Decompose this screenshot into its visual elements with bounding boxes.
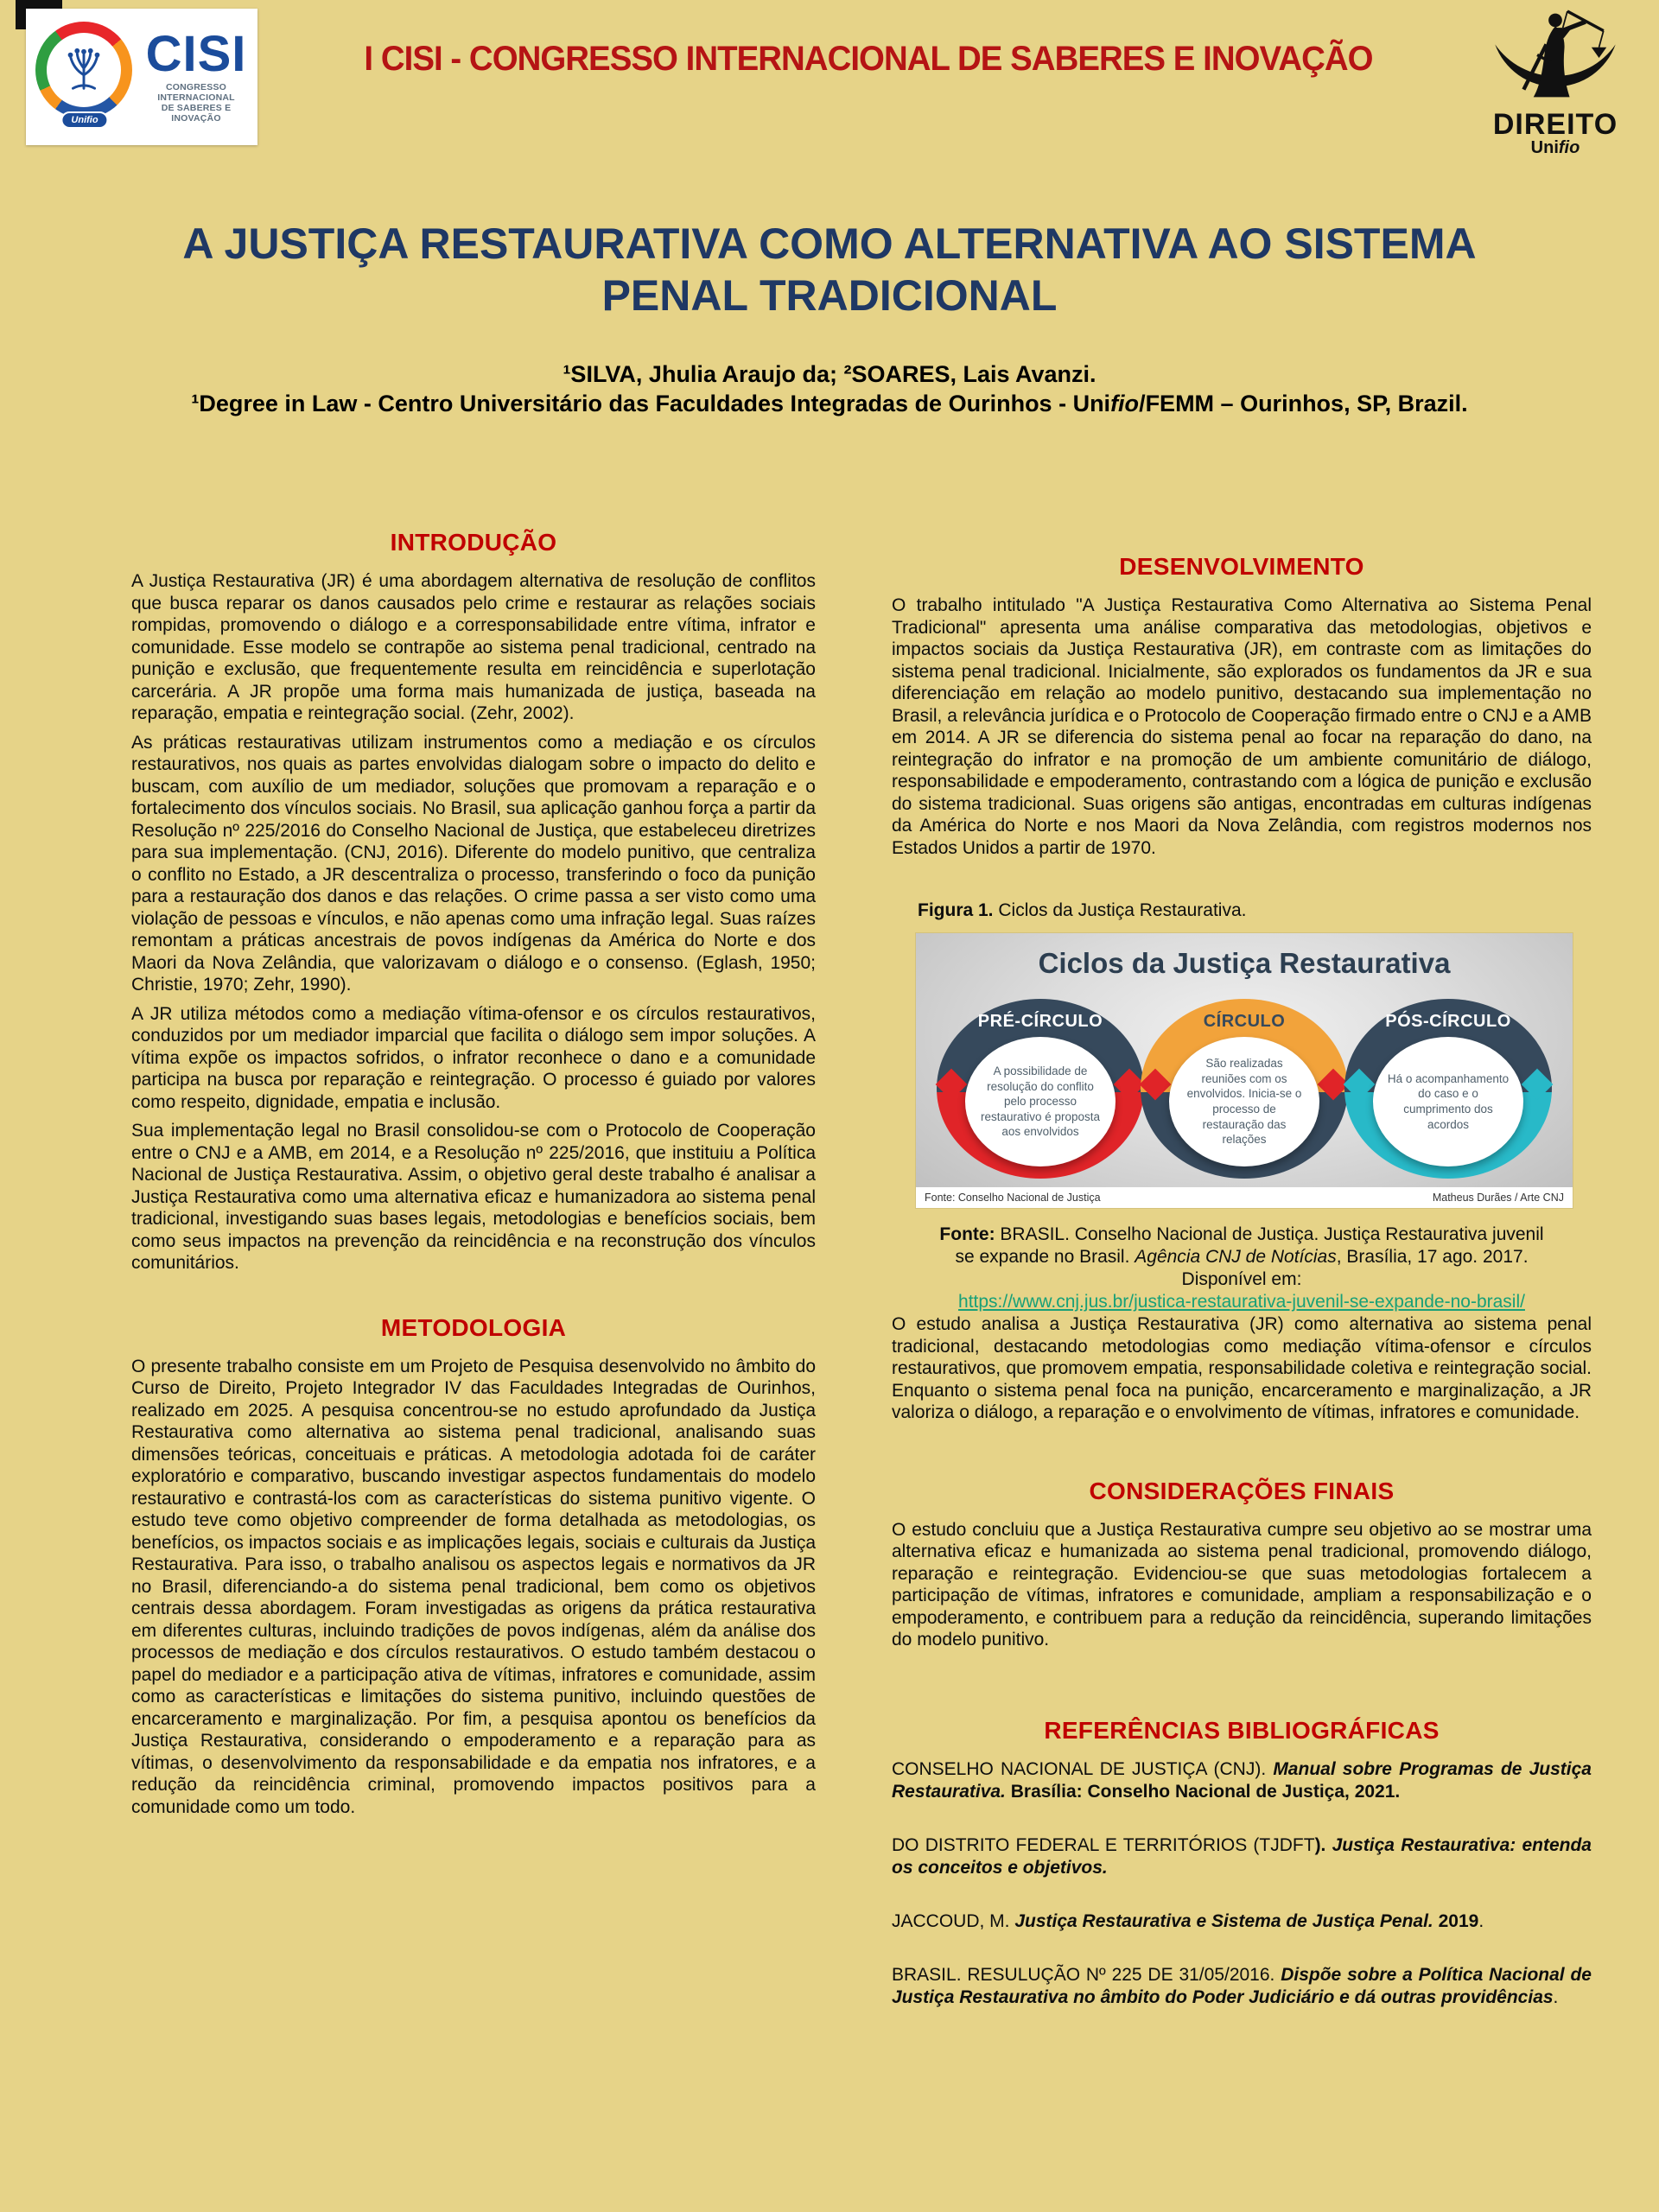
circulo-label: CÍRCULO (1203, 1012, 1286, 1031)
figure-caption: Figura 1. Ciclos da Justiça Restaurativa. (918, 900, 1247, 920)
introducao-paragraph-2: As práticas restaurativas utilizam instrumentos como a mediação e os círculos restaurativos, nos quais as partes envolvidas dialogam sobre o impacto do delito e buscam, com auxílio de um mediador, soluções que promovam a reparação e o fortalecimento dos vínculos sociais. No Brasil, sua aplicação ganhou força a partir da Resolução nº 225/2016 do Conselho Nacional de Justiça, que estabeleceu diretrizes para sua implementação. (CNJ, 2016). Diferente do modelo punitivo, que centraliza o conflito no Estado, a JR descentraliza o processo, transferindo o foco da punição para a restauração dos danos e das relações. O crime passa a ser visto como uma violação de pessoas e vínculos, e não apenas como uma infração legal. Suas raízes remontam a práticas ancestrais de povos indígenas da América do Norte e dos Maori da Nova Zelândia, que valorizavam o diálogo e o consenso. (Eglash, 1950; Christie, 1970; Zehr, 1990). (131, 732, 816, 995)
reference-item-4: BRASIL. RESULUÇÃO Nº 225 DE 31/05/2016. Dispõe sobre a Política Nacional de Justiça Restaurativa no âmbito do Poder Judiciário e dá outras providências. (892, 1964, 1592, 2007)
cisi-emblem-icon (33, 18, 137, 136)
introducao-paragraph-1: A Justiça Restaurativa (JR) é uma abordagem alternativa de resolução de conflitos que busca reparar os danos causados pelo crime e restaurar as relações sociais rompidas, promovendo o diálogo e a corresponsabilidade entre vítima, infrator e comunidade. Esse modelo se contrapõe ao sistema penal tradicional, centrado na punição e exclusão, que frequentemente resulta em reincidência e superlotação carcerária. A JR propõe uma forma mais humanizada de justiça, baseada na reparação, empatia e reintegração social. (Zehr, 2002). (131, 571, 816, 723)
reference-item-3: JACCOUD, M. Justiça Restaurativa e Sistema de Justiça Penal. 2019. (892, 1910, 1484, 1931)
authors-line: ¹SILVA, Jhulia Araujo da; ²SOARES, Lais Avanzi. (563, 361, 1096, 387)
introducao-paragraph-4: Sua implementação legal no Brasil consolidou-se com o Protocolo de Cooperação entre o CNJ e a AMB, em 2014, e a Resolução nº 225/2016, que instituiu a Política Nacional de Justiça Restaurativa. Assim, o objetivo geral deste trabalho é analisar a Justiça Restaurativa como uma alternativa eficaz e humanizadora ao sistema penal tradicional, investigando suas bases legais, metodologias e benefícios sociais, bem como seus impactos na prevenção da reincidência e na reconstrução dos vínculos comunitários. (131, 1121, 816, 1273)
poster-title: A JUSTIÇA RESTAURATIVA COMO ALTERNATIVA AO SISTEMA PENAL TRADICIONAL (182, 219, 1477, 320)
direito-logo (1471, 5, 1640, 157)
figure-source-reference: Fonte: BRASIL. Conselho Nacional de Justiça. Justiça Restaurativa juvenil se expande no Brasil. Agência CNJ de Notícias, Brasília, 17 ago. 2017. Disponível em: https://www.cnj.jus.br/justica-restaurativa-juvenil-se-expande-no-brasil/ (939, 1224, 1544, 1312)
circulo-ring (1141, 999, 1348, 1179)
pos-circulo-ring (1344, 999, 1552, 1179)
unifio-badge: Unifio (60, 111, 108, 129)
figure-credit-bar (916, 1187, 1573, 1208)
right-column (892, 553, 1592, 2040)
chevron-icon (1140, 1069, 1172, 1101)
introducao-paragraph-3: A JR utiliza métodos como a mediação vítima-ofensor e os círculos restaurativos, conduzidos por um mediador imparcial que facilita o diálogo sem impor soluções. A vítima expõe os impactos sofridos, o infrator reconhece o dano e a comunidade participa na busca por reparação e reintegração. O processo é guiado por valores como respeito, dignidade, empatia e inclusão. (131, 1003, 816, 1112)
pos-circulo-label: PÓS-CÍRCULO (1385, 1012, 1511, 1031)
reference-item-2: DO DISTRITO FEDERAL E TERRITÓRIOS (TJDFT). Justiça Restaurativa: entenda os conceitos e objetivos. (892, 1834, 1592, 1878)
congress-banner-title: I CISI - CONGRESSO INTERNACIONAL DE SABERES E INOVAÇÃO (364, 40, 1373, 78)
section-heading-metodologia: METODOLOGIA (380, 1313, 567, 1341)
cisi-acronym: CISI (145, 25, 247, 82)
chevron-icon (1522, 1069, 1554, 1101)
affiliation-line: ¹Degree in Law - Centro Universitário das Faculdades Integradas de Ourinhos - Unifio/FEMM – Ourinhos, SP, Brazil. (191, 391, 1468, 416)
chevron-icon (936, 1069, 968, 1101)
metodologia-paragraph: O presente trabalho consiste em um Projeto de Pesquisa desenvolvido no âmbito do Curso de Direito, Projeto Integrador IV das Faculdades Integradas de Ourinhos, realizado em 2025. A pesquisa concentrou-se no estudo aprofundado da Justiça Restaurativa como alternativa ao sistema penal tradicional, analisando suas dimensões teóricas, conceituais e práticas. A metodologia adotada foi de caráter exploratório e comparativo, buscando investigar aspectos fundamentais do modelo restaurativo e contrastá-los com as características do sistema punitivo vigente. O estudo teve como objetivo compreender de forma detalhada as metodologias, os benefícios, os impactos sociais e as implicações legais, sociais e culturais da Justiça Restaurativa. Para isso, o trabalho analisou os aspectos legais e normativos da JR no Brasil, diferenciando-a do sistema penal tradicional, bem como os objetivos centrais dessa abordagem. Foram investigadas as origens da prática restaurativa em diferentes culturas, incluindo tradições de povos indígenas, além da análise dos processos de mediação e dos círculos restaurativos. O estudo também destacou o papel do mediador e a participação ativa de vítimas, infratores e comunidade, assim como as características e limitações do sistema punitivo, incluindo questões de encarceramento e marginalização. Por fim, a pesquisa apontou os benefícios da Justiça Restaurativa, considerando o empoderamento e a reparação para as vítimas, o desenvolvimento da responsabilidade e da empatia nos infratores, e a redução da reincidência criminal, promovendo impactos positivos para a comunidade como um todo. (131, 1356, 816, 1817)
pre-circulo-label: PRÉ-CÍRCULO (977, 1012, 1103, 1031)
section-heading-consideracoes: CONSIDERAÇÕES FINAIS (1089, 1477, 1395, 1504)
reference-item-1: CONSELHO NACIONAL DE JUSTIÇA (CNJ). Manual sobre Programas de Justiça Restaurativa. Brasília: Conselho Nacional de Justiça, 2021. (892, 1758, 1592, 1802)
desenvolvimento-paragraph-2: O estudo analisa a Justiça Restaurativa (JR) como alternativa ao sistema penal tradicional, destacando metodologias como mediação vítima-ofensor e círculos restaurativos, que promovem empatia, responsabilidade coletiva e reintegração social. Enquanto o sistema penal foca na punição, encarceramento e marginalização, a JR valoriza o diálogo, a reparação e o envolvimento de vítimas, infratores e comunidade. (892, 1314, 1592, 1422)
lady-justice-icon (1479, 5, 1631, 111)
figure-title: Ciclos da Justiça Restaurativa (1038, 947, 1451, 979)
section-heading-referencias: REFERÊNCIAS BIBLIOGRÁFICAS (1044, 1716, 1440, 1744)
desenvolvimento-paragraph-1: O trabalho intitulado "A Justiça Restaurativa Como Alternativa ao Sistema Penal Tradicional" apresenta uma análise comparativa das metodologias, objetivos e impactos sociais da Justiça Restaurativa (JR), em contraste com as limitações do sistema penal tradicional. Inicialmente, são explorados os fundamentos da JR e sua diferenciação em relação ao modelo punitivo, destacando sua implementação no Brasil, a relevância jurídica e o Protocolo de Cooperação firmado entre o CNJ e a AMB em 2014. A JR se diferencia do sistema penal ao focar na reparação do dano, na reintegração do infrator e na promoção de um ambiente comunitário de diálogo, responsabilidade e empoderamento, contrastando com a lógica de punição e exclusão do sistema tradicional. Suas origens são antigas, encontradas em culturas indígenas da América do Norte e nos Maori da Nova Zelândia, com registros modernos nos Estados Unidos a partir de 1970. (892, 595, 1592, 858)
chevron-icon (1344, 1069, 1376, 1101)
consideracoes-paragraph: O estudo concluiu que a Justiça Restaurativa cumpre seu objetivo ao se mostrar uma alternativa eficaz e humanizada ao sistema penal tradicional, promovendo diálogo, reparação e reintegração. Evidenciou-se que suas metodologias fortalecem a participação de vítimas, infratores e comunidade, ampliam a responsabilização e o empoderamento, e contribuem para a redução da reincidência, superando limitações do modelo punitivo. (892, 1519, 1592, 1649)
figure-image (916, 933, 1573, 1208)
cisi-logo (26, 9, 257, 145)
pos-circulo-text: Há o acompanhamento do caso e o cumprimento dos acordos (1373, 1037, 1523, 1166)
pre-circulo-ring (937, 999, 1144, 1179)
cisi-subtitle-1: CONGRESSO INTERNACIONAL (157, 82, 235, 104)
section-heading-desenvolvimento: DESENVOLVIMENTO (1119, 553, 1364, 580)
direito-unifio-wordmark: Unifio (1530, 138, 1580, 157)
left-column (131, 529, 816, 1825)
figure-credit-left: Fonte: Conselho Nacional de Justiça (925, 1192, 1101, 1204)
cisi-subtitle-2: DE SABERES E INOVAÇÃO (161, 103, 232, 124)
cisi-tree-icon (47, 33, 121, 107)
pre-circulo-text: A possibilidade de resolução do conflito pelo processo restaurativo é proposta aos envolvidos (965, 1037, 1116, 1166)
figure-credit-right: Matheus Durães / Arte CNJ (1432, 1192, 1564, 1204)
circulo-text: São realizadas reuniões com os envolvidos. Inicia-se o processo de restauração das relações (1169, 1037, 1319, 1166)
section-heading-introducao: INTRODUÇÃO (390, 529, 557, 556)
source-link[interactable]: https://www.cnj.jus.br/justica-restaurativa-juvenil-se-expande-no-brasil/ (958, 1292, 1525, 1312)
direito-wordmark: DIREITO (1492, 108, 1618, 141)
